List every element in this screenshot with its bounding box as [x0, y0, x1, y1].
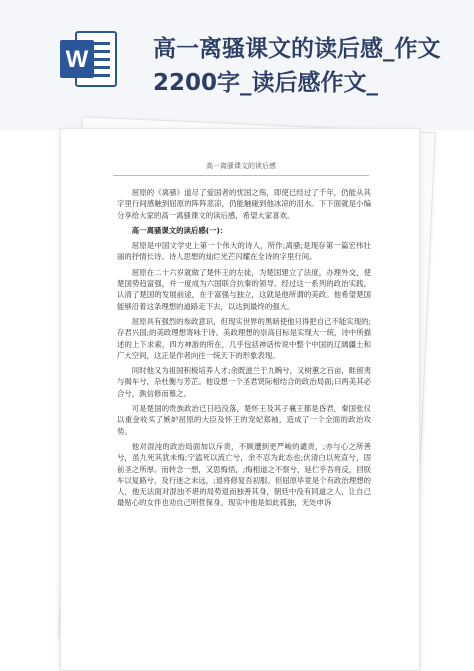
paragraph: 屈原具有强烈的参政意识，但现实世界的黑暗使他只得把自己不能实现的;存君兴国;的美政理想寄咏于诗。美政理想的崇高目标是实现大一统，诗中所描述的上下求索，四方神游的所在，几乎包括神话传说中整个中国的辽阔疆土和广大空间，这正是作者向往一统天下的形象表现。 — [117, 316, 371, 360]
paragraph: 屈原在二十六岁就做了楚怀王的左徒，为楚国建立了法度，办理外交，使楚国势趋富强，并一度成为六国联合抗秦的领导。经过这一系列的政治实践，认清了楚国的发展前途，在于富强与独立，这就是他所谓的美政。他希望楚国能够沿着这条理想的道路走下去，以达到最终的强大。 — [117, 267, 371, 311]
page-title-line-2: 2200字_读后感作文_ — [153, 70, 379, 96]
page-header — [0, 0, 474, 130]
paragraph: 屈原是中国文学史上第一个伟大的诗人，所作;离骚;是现存第一篇宏伟壮丽的抒情长诗。诗人思想的灿烂光芒闪耀在全诗的字里行间。 — [117, 241, 371, 262]
document-page — [60, 128, 420, 671]
page-title — [153, 32, 463, 100]
paragraph: 他对混沌的政治局面加以斥责，不顾遭到更严峻的谴责，;亦与心之所善兮，虽九死其犹未悔;宁溘死以流亡兮，余不忍为此态也;伏清白以死直兮，固前圣之所厚。而转念一想，又思悔悟，;悔相道之不察兮，延伫乎吾将反，回朕车以复路兮，及行迷之未远，;退将修复吾初服。但屈原毕竟是个有政治理想的人，他无法面对混浊不堪的局势退而独善其身，朝廷中没有同道之人，让自己最贴心的女伴也劝自己明哲保身。现实中他是如此孤独，无处申诉 — [117, 441, 371, 508]
paragraph: 同时他又为祖国积极培养人才;余既滋兰于九畹兮，又树蕙之百亩，畦留夷与揭车兮，杂杜衡与芳芷。他设想一个圣君贤际相结合的政治局面;曰两美其必合兮，孰信修而慕之。 — [117, 366, 371, 398]
running-header: 高一离骚课文的读后感 — [206, 162, 276, 170]
word-document-icon — [58, 28, 120, 90]
paragraph-intro: 屈原的《离骚》道尽了爱国者的忧国之殇，即使已经过了千年，仍能从其字里行间感触到屈原的阵阵悲凉，仍能触碰到他冰凉的泪水。下下面就是小编分享给大家的高一离骚课文的读后感，希望大家喜欢。 — [117, 188, 371, 220]
word-logo-letter: W — [65, 46, 89, 73]
header-rule — [113, 175, 369, 176]
document-preview — [60, 128, 420, 669]
paragraph: 可是楚国的贵族政治已日趋没落，楚怀王及其子襄王都是昏君，秦国张仪以重金收买了嫉妒屈原的大臣及怀王的宠妃郑袖，造成了一个全面的政治攻势。 — [117, 404, 371, 436]
section-subheading: 高一离骚课文的读后感(一)： — [131, 225, 228, 235]
document-body — [117, 187, 371, 513]
page-title-line-1: 高一离骚课文的读后感_作文 — [153, 36, 441, 62]
